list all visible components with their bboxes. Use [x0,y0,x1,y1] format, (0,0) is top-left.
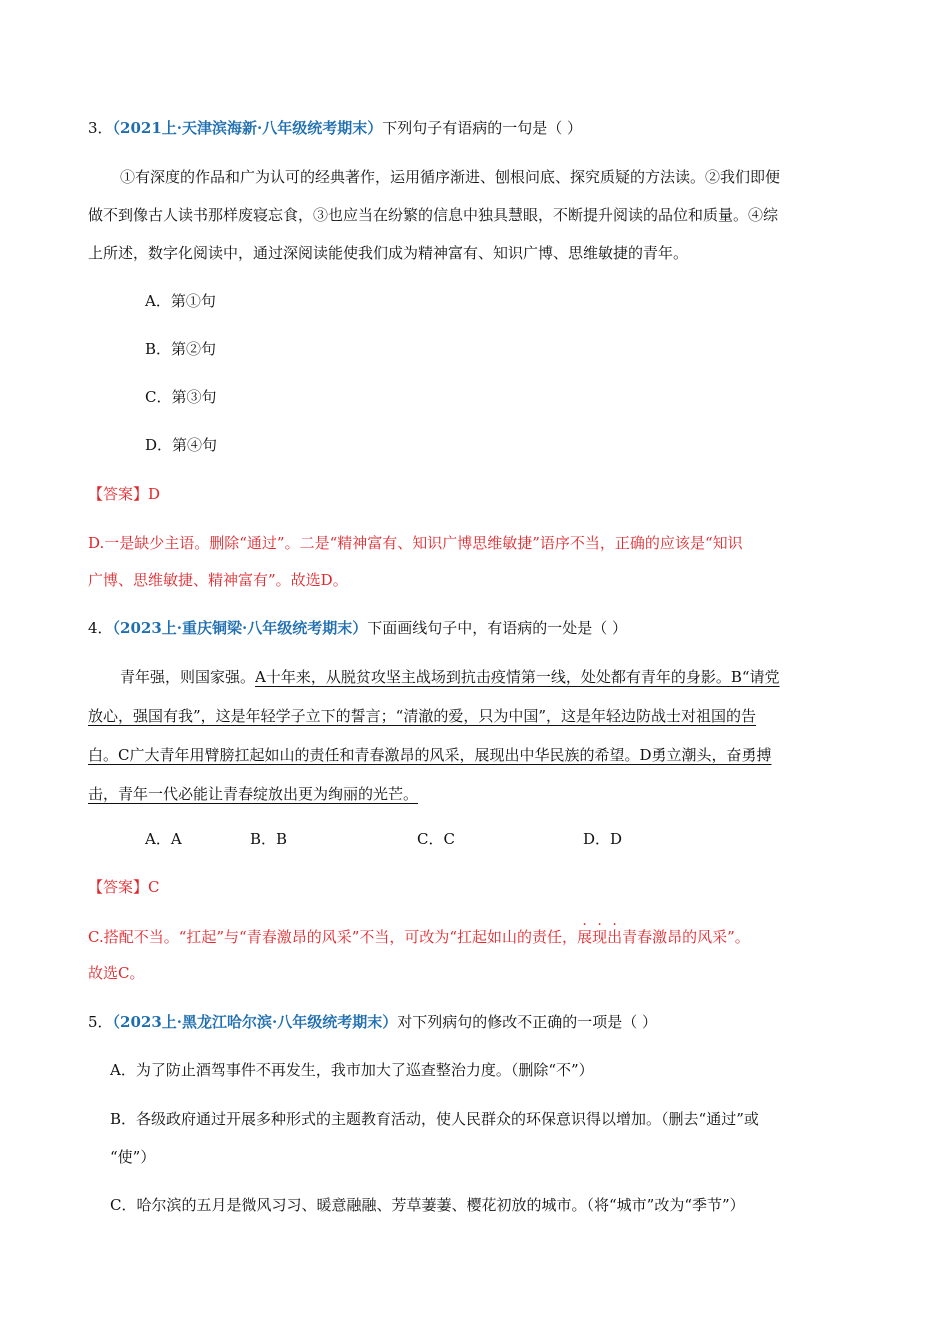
q4-explanation-part-1: C.搭配不当。“扛起”与“青春激昂的风采”不当，可改为“扛起如山的责任， [88,928,578,946]
q3-option-b: B．第②句 [145,340,217,358]
q4-explanation-part-2: 青春激昂的风采”。 [622,928,750,946]
q4-option-b: B．B [250,830,288,848]
q4-option-d: D．D [583,830,623,848]
q4-number: 4． [88,619,113,637]
q3-passage-line-2: 做不到像古人读书那样废寝忘食，③也应当在纷繁的信息中独具慧眼，不断提升阅读的品位和质量。④综 [88,206,779,224]
q3-explanation-line-2: 广博、思维敏捷、精神富有”。故选D。 [88,571,348,589]
q4-answer-label: 【答案】 [88,878,149,896]
q4-heading [88,617,627,639]
q3-passage-line-3: 上所述，数字化阅读中，通过深阅读能使我们成为精神富有、知识广博、思维敏捷的青年。 [88,244,689,262]
q5-option-b-line-2: “使”） [110,1148,156,1166]
q5-number: 5． [88,1013,113,1031]
q4-passage-line-1 [120,666,780,688]
emphasis-dot-char: 展 [577,928,593,946]
q4-option-a: A．A [145,830,182,848]
q3-passage-line-1: ①有深度的作品和广为认可的经典著作，运用循序渐进、刨根问底、探究质疑的方法读。②我们即便 [120,168,781,186]
q4-answer [88,876,160,898]
q3-number: 3． [88,119,113,137]
q4-passage-line-3: 白。C广大青年用臂膀扛起如山的责任和青春激昂的风采，展现出中华民族的希望。D勇立潮头，奋勇搏 [88,746,772,764]
q3-heading [88,117,582,139]
q4-answer-value: C [148,878,160,896]
q4-explanation-line-1 [88,926,750,948]
q3-answer [88,483,160,505]
q4-passage-intro: 青年强，则国家强。 [120,668,256,686]
emphasis-dot-char: 出 [607,928,623,946]
q3-option-a: A．第①句 [145,292,216,310]
q4-stem: 下面画线句子中，有语病的一处是（ ） [367,619,628,637]
q3-option-d: D．第④句 [145,436,218,454]
q4-source: （2023上·重庆铜梁·八年级统考期末） [112,619,368,637]
q5-source: （2023上·黑龙江哈尔滨·八年级统考期末） [112,1013,398,1031]
q5-option-c: C．哈尔滨的五月是微风习习、暖意融融、芳草萋萋、樱花初放的城市。（将“城市”改为“季节”） [110,1196,745,1214]
q3-answer-value: D [148,485,161,503]
q3-explanation-line-1: D.一是缺少主语。删除“通过”。二是“精神富有、知识广博思维敏捷”语序不当，正确的应该是“知识 [88,534,743,552]
q4-passage-line-2: 放心，强国有我”，这是年轻学子立下的誓言；“清澈的爱，只为中国”，这是年轻边防战士对祖国的告 [88,707,757,725]
q4-explanation-line-2: 故选C。 [88,964,145,982]
q3-source: （2021上·天津滨海新·八年级统考期末） [112,119,383,137]
q4-passage-line-4: 击，青年一代必能让青春绽放出更为绚丽的光芒。 [88,785,419,803]
q4-underlined-sentence-a: A十年来，从脱贫攻坚主战场到抗击疫情第一线，处处都有青年的身影。B“请党 [255,668,780,686]
q5-option-b-line-1: B．各级政府通过开展多种形式的主题教育活动，使人民群众的环保意识得以增加。（删去“通过”或 [110,1110,759,1128]
q3-option-c: C．第③句 [145,388,217,406]
q5-heading [88,1011,657,1033]
q5-stem: 对下列病句的修改不正确的一项是（ ） [397,1013,658,1031]
q3-stem: 下列句子有语病的一句是（ ） [382,119,583,137]
emphasis-dot-char: 现 [592,928,608,946]
q5-option-a: A．为了防止酒驾事件不再发生，我市加大了巡查整治力度。（删除“不”） [110,1061,594,1079]
q3-answer-label: 【答案】 [88,485,149,503]
q4-option-c: C．C [417,830,455,848]
